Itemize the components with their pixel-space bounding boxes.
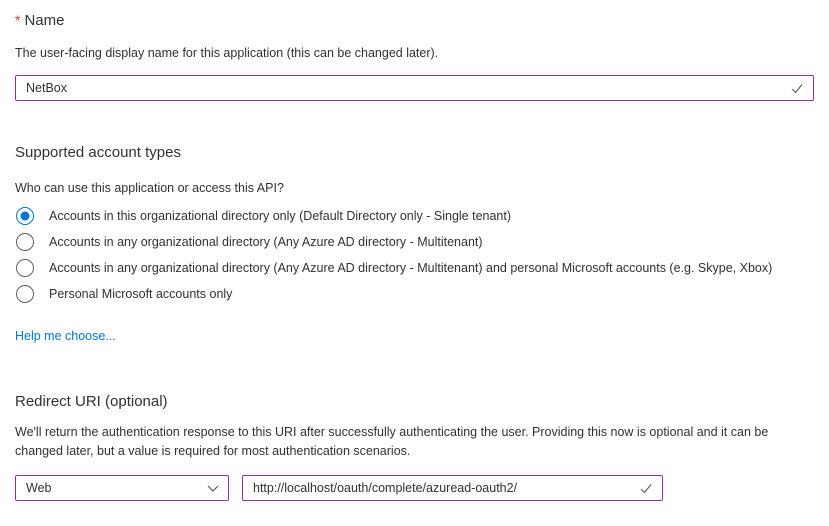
account-types-radio-group [15, 203, 814, 307]
radio-option-label: Accounts in any organizational directory (Any Azure AD directory - Multitenant) [49, 235, 483, 249]
platform-select[interactable] [15, 475, 229, 501]
account-types-section-title: Supported account types [15, 144, 181, 161]
radio-option-label: Personal Microsoft accounts only [49, 287, 233, 301]
name-input-wrap [15, 75, 814, 101]
radio-option-label: Accounts in any organizational directory (Any Azure AD directory - Multitenant) and personal Microsoft accounts (e.g. Skype, Xbox) [49, 261, 773, 275]
redirect-uri-input-wrap [242, 475, 663, 501]
name-description: The user-facing display name for this application (this can be changed later). [15, 46, 439, 60]
radio-option-label: Accounts in this organizational directory only (Default Directory only - Single tenant) [49, 209, 512, 223]
radio-option-multitenant[interactable] [15, 229, 814, 255]
redirect-uri-row [15, 475, 814, 501]
radio-button[interactable] [16, 233, 34, 251]
radio-button[interactable] [16, 259, 34, 277]
radio-option-multitenant-personal[interactable] [15, 255, 814, 281]
redirect-uri-section-title: Redirect URI (optional) [15, 393, 168, 410]
name-title-text: Name [24, 12, 65, 29]
radio-button[interactable] [16, 207, 34, 225]
redirect-uri-input[interactable] [243, 476, 662, 500]
chevron-down-icon [206, 481, 220, 495]
account-types-question: Who can use this application or access this API? [15, 181, 284, 195]
radio-option-single-tenant[interactable] [15, 203, 814, 229]
radio-button[interactable] [16, 285, 34, 303]
redirect-uri-description: We'll return the authentication response to this URI after successfully authenticating the user. Providing this now is optional and it can be changed later, but a value is required for most authentication scenarios. [15, 425, 769, 458]
app-registration-form [0, 10, 829, 501]
name-input[interactable] [16, 76, 813, 100]
radio-option-personal-only[interactable] [15, 281, 814, 307]
help-me-choose-link[interactable]: Help me choose... [15, 329, 116, 343]
name-section-title [15, 10, 814, 31]
platform-select-value: Web [26, 481, 52, 495]
required-asterisk: * [15, 12, 21, 28]
